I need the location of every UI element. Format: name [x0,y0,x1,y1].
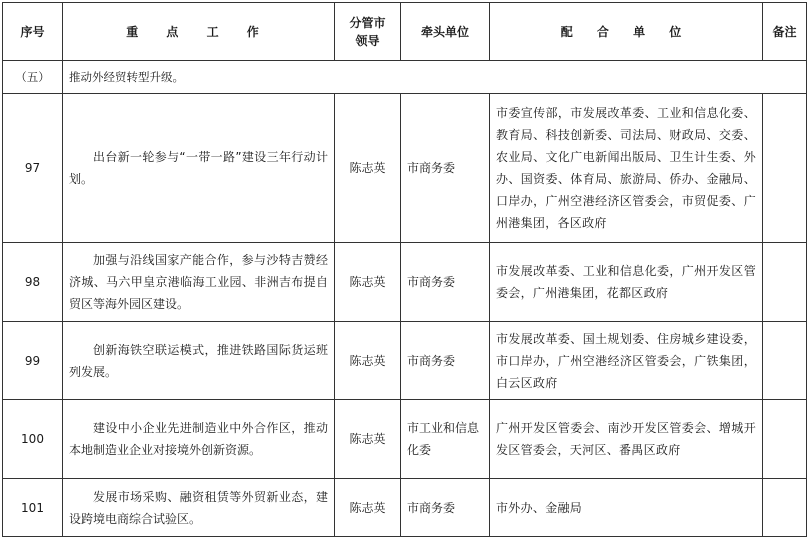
row-leader: 陈志英 [335,400,401,479]
row-lead-unit: 市商务委 [401,94,490,243]
row-leader: 陈志英 [335,94,401,243]
work-plan-table [2,2,807,537]
table-row [3,243,807,322]
header-seq: 序号 [3,3,63,61]
row-task: 建设中小企业先进制造业中外合作区，推动本地制造业企业对接境外创新资源。 [63,400,335,479]
section-title: 推动外经贸转型升级。 [63,61,807,94]
table-row [3,94,807,243]
table-row [3,322,807,400]
row-number: 98 [3,243,63,322]
row-lead-unit: 市商务委 [401,479,490,537]
section-number: （五） [3,61,63,94]
row-leader: 陈志英 [335,243,401,322]
header-coop: 配 合 单 位 [490,3,763,61]
table-row [3,479,807,537]
row-coop-units: 市发展改革委、工业和信息化委，广州开发区管委会，广州港集团，花都区政府 [490,243,763,322]
row-task: 发展市场采购、融资租赁等外贸新业态，建设跨境电商综合试验区。 [63,479,335,537]
header-row [3,3,807,61]
row-lead-unit: 市商务委 [401,322,490,400]
row-number: 99 [3,322,63,400]
row-leader: 陈志英 [335,322,401,400]
row-task: 加强与沿线国家产能合作，参与沙特吉赞经济城、马六甲皇京港临海工业园、非洲吉布提自贸区等海外园区建设。 [63,243,335,322]
row-note [763,400,807,479]
row-coop-units: 广州开发区管委会、南沙开发区管委会、增城开发区管委会，天河区、番禺区政府 [490,400,763,479]
row-coop-units: 市发展改革委、国土规划委、住房城乡建设委，市口岸办，广州空港经济区管委会，广铁集团，白云区政府 [490,322,763,400]
row-note [763,322,807,400]
row-task: 创新海铁空联运模式，推进铁路国际货运班列发展。 [63,322,335,400]
header-note: 备注 [763,3,807,61]
row-task: 出台新一轮参与“一带一路”建设三年行动计划。 [63,94,335,243]
row-note [763,94,807,243]
row-number: 100 [3,400,63,479]
row-number: 97 [3,94,63,243]
row-note [763,479,807,537]
header-lead-unit: 牵头单位 [401,3,490,61]
header-task: 重 点 工 作 [63,3,335,61]
row-leader: 陈志英 [335,479,401,537]
row-coop-units: 市委宣传部，市发展改革委、工业和信息化委、教育局、科技创新委、司法局、财政局、交委、农业局、文化广电新闻出版局、卫生计生委、外办、国资委、体育局、旅游局、侨办、金融局、口岸办，广州空港经济区管委会，市贸促委、广州港集团，各区政府 [490,94,763,243]
table-row [3,400,807,479]
row-lead-unit: 市工业和信息化委 [401,400,490,479]
row-coop-units: 市外办、金融局 [490,479,763,537]
row-number: 101 [3,479,63,537]
header-leader: 分管市领导 [335,3,401,61]
row-note [763,243,807,322]
row-lead-unit: 市商务委 [401,243,490,322]
section-row [3,61,807,94]
